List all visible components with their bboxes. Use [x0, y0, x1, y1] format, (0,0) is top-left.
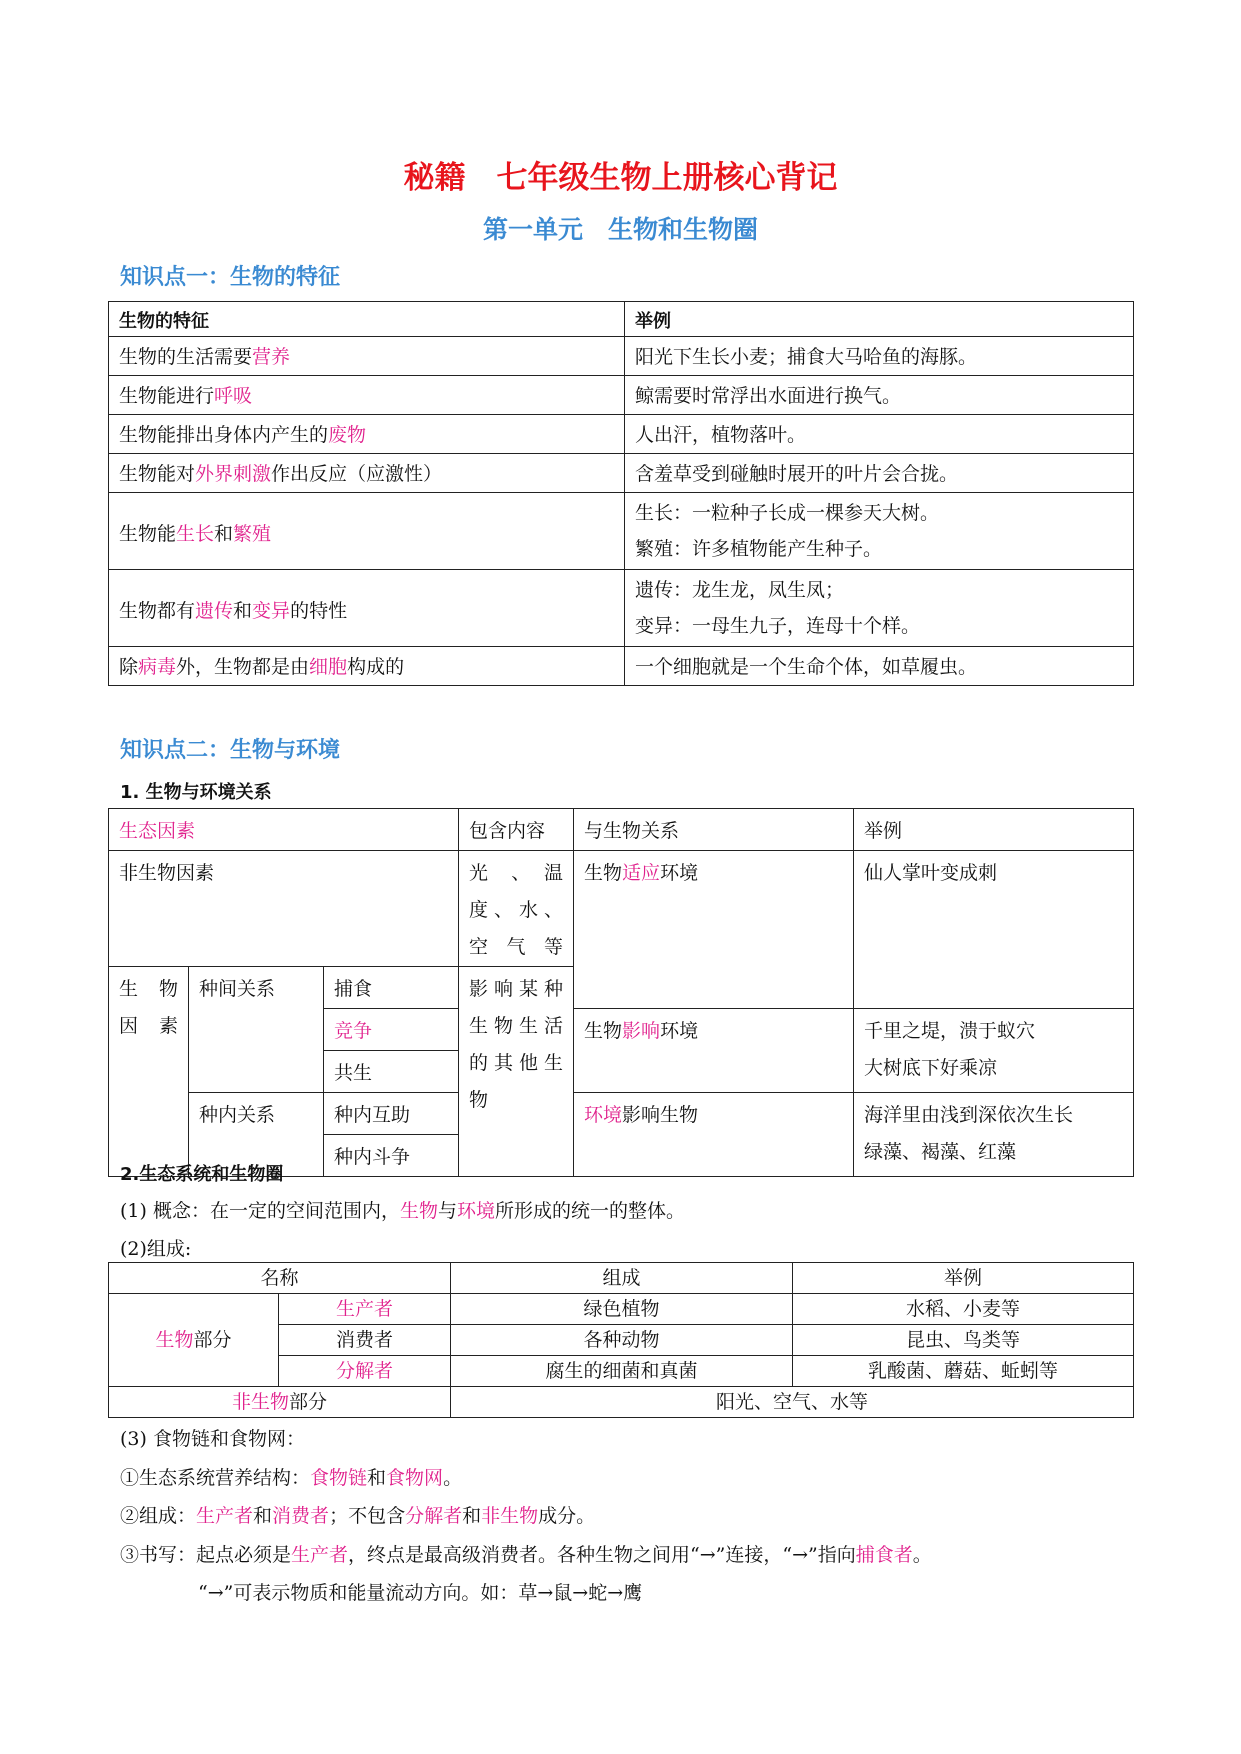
key-term: 捕食者: [855, 1544, 913, 1566]
header-characteristic: 生物的特征: [109, 302, 625, 337]
header-example: 举例: [625, 302, 1134, 337]
abiotic-factor-cell: 非生物因素: [109, 851, 459, 967]
table-row: [109, 1093, 1134, 1135]
unit-title: 第一单元 生物和生物圈: [482, 215, 758, 244]
key-term: 食物网: [386, 1467, 444, 1489]
key-term: 营养: [252, 346, 291, 368]
food-chain-line-3: ③书写：起点必须是生产者，终点是最高级消费者。各种生物之间用“→”连接，“→”指向捕食者。: [120, 1544, 932, 1566]
key-term: 生产者: [196, 1505, 254, 1527]
food-chain-line-2: ②组成：生产者和消费者；不包含分解者和非生物成分。: [120, 1505, 596, 1527]
example-cell: 阳光下生长小麦；捕食大马哈鱼的海豚。: [625, 337, 1134, 376]
key-term: 废物: [328, 424, 367, 446]
table-row: [109, 415, 1134, 454]
characteristic-cell: 生物能对外界刺激作出反应（应激性）: [109, 454, 625, 493]
key-term: 食物链: [310, 1467, 368, 1489]
mutual-aid-cell: 种内互助: [324, 1093, 459, 1135]
key-term: 分解者: [405, 1505, 463, 1527]
key-term: 影响: [622, 1020, 661, 1042]
biotic-content-cell: 影响某种生物生活的其他生物: [459, 967, 574, 1177]
consumer-cell: 消费者: [279, 1325, 451, 1356]
composition-cell: 阳光、空气、水等: [451, 1387, 1134, 1418]
table-header-row: [109, 302, 1134, 337]
decomposer-cell: 分解者: [279, 1356, 451, 1387]
key-term: 环境: [584, 1104, 623, 1126]
key-term: 变异: [252, 599, 291, 622]
biotic-factor-cell: 生 物因素: [109, 967, 189, 1177]
header-composition: 组成: [451, 1263, 793, 1294]
characteristic-cell: 生物能进行呼吸: [109, 376, 625, 415]
characteristic-cell: 除病毒外，生物都是由细胞构成的: [109, 647, 625, 686]
key-term: 消费者: [272, 1505, 330, 1527]
relation-cell: 生物适应环境: [574, 851, 854, 1009]
header-example: 举例: [793, 1263, 1134, 1294]
example-cell: 遗传：龙生龙，凤生凤； 变异：一母生九子，连母十个样。: [625, 570, 1134, 647]
food-chain-line-1: ①生态系统营养结构：食物链和食物网。: [120, 1467, 463, 1489]
example-cell: 鲸需要时常浮出水面进行换气。: [625, 376, 1134, 415]
key-term: 生物: [155, 1329, 194, 1351]
key-term: 生长: [176, 522, 215, 545]
table-row: [109, 647, 1134, 686]
example-cell: 生长：一粒种子长成一棵参天大树。 繁殖：许多植物能产生种子。: [625, 493, 1134, 570]
key-term: 细胞: [309, 656, 348, 678]
environment-relation-table: [108, 808, 1134, 1177]
abiotic-content-cell: 光 、 温度、水、空气等: [459, 851, 574, 967]
characteristic-cell: 生物的生活需要营养: [109, 337, 625, 376]
struggle-cell: 种内斗争: [324, 1135, 459, 1177]
composition-cell: 各种动物: [451, 1325, 793, 1356]
intraspecific-cell: 种内关系: [189, 1093, 324, 1177]
key-term: 繁殖: [233, 522, 272, 545]
table-row: [109, 493, 1134, 570]
example-cell: 一个细胞就是一个生命个体，如草履虫。: [625, 647, 1134, 686]
table-row: [109, 851, 1134, 967]
table-header-row: [109, 1263, 1134, 1294]
header-content: 包含内容: [459, 809, 574, 851]
document-title: 秘籍 七年级生物上册核心背记: [403, 160, 838, 196]
section-heading: 2.生态系统和生物圈: [120, 1164, 284, 1185]
interspecific-cell: 种间关系: [189, 967, 324, 1093]
example-cell: 千里之堤，溃于蚁穴 大树底下好乘凉: [854, 1009, 1134, 1093]
characteristics-table: [108, 301, 1134, 686]
relation-cell: 生物影响环境: [574, 1009, 854, 1093]
food-chain-heading: (3) 食物链和食物网：: [120, 1428, 305, 1450]
ecosystem-composition-table: [108, 1262, 1134, 1418]
kp2-title: 知识点二：生物与环境: [120, 738, 341, 763]
key-term: 呼吸: [214, 385, 253, 407]
example-cell: 乳酸菌、蘑菇、蚯蚓等: [793, 1356, 1134, 1387]
key-term: 环境: [457, 1200, 496, 1222]
composition-cell: 腐生的细菌和真菌: [451, 1356, 793, 1387]
table-row: [109, 570, 1134, 647]
key-term: 病毒: [138, 656, 177, 678]
table-header-row: [109, 809, 1134, 851]
kp1-title: 知识点一：生物的特征: [120, 265, 341, 290]
table-row: [109, 337, 1134, 376]
example-cell: 含羞草受到碰触时展开的叶片会合拢。: [625, 454, 1134, 493]
symbiosis-cell: 共生: [324, 1051, 459, 1093]
key-term: 生物: [399, 1200, 438, 1222]
relation-cell: 环境影响生物: [574, 1093, 854, 1177]
header-relation: 与生物关系: [574, 809, 854, 851]
key-term: 非生物: [231, 1391, 289, 1413]
section-heading: 1. 生物与环境关系: [120, 782, 272, 803]
characteristic-cell: 生物能排出身体内产生的废物: [109, 415, 625, 454]
key-term: 遗传: [195, 599, 234, 622]
key-term: 生产者: [291, 1544, 349, 1566]
key-term: 外界刺激: [195, 463, 272, 485]
producer-cell: 生产者: [279, 1294, 451, 1325]
header-name: 名称: [109, 1263, 451, 1294]
table-row: [109, 1387, 1134, 1418]
predation-cell: 捕食: [324, 967, 459, 1009]
example-cell: 水稻、小麦等: [793, 1294, 1134, 1325]
key-term: 适应: [622, 862, 661, 884]
competition-cell: 竞争: [324, 1009, 459, 1051]
concept-line: (1) 概念：在一定的空间范围内，生物与环境所形成的统一的整体。: [120, 1200, 686, 1222]
table-row: [109, 1294, 1134, 1325]
header-factor: 生态因素: [109, 809, 459, 851]
example-cell: 仙人掌叶变成刺: [854, 851, 1134, 1009]
key-term: 非生物: [481, 1505, 539, 1527]
food-chain-line-4: “→”可表示物质和能量流动方向。如：草→鼠→蛇→鹰: [198, 1582, 643, 1604]
abiotic-part-cell: 非生物部分: [109, 1387, 451, 1418]
composition-label: (2)组成:: [120, 1238, 192, 1260]
example-cell: 昆虫、鸟类等: [793, 1325, 1134, 1356]
header-example: 举例: [854, 809, 1134, 851]
characteristic-cell: 生物能生长和繁殖: [109, 493, 625, 570]
table-row: [109, 454, 1134, 493]
biotic-part-cell: 生物部分: [109, 1294, 279, 1387]
characteristic-cell: 生物都有遗传和变异的特性: [109, 570, 625, 647]
example-cell: 海洋里由浅到深依次生长 绿藻、褐藻、红藻: [854, 1093, 1134, 1177]
table-row: [109, 376, 1134, 415]
example-cell: 人出汗，植物落叶。: [625, 415, 1134, 454]
composition-cell: 绿色植物: [451, 1294, 793, 1325]
